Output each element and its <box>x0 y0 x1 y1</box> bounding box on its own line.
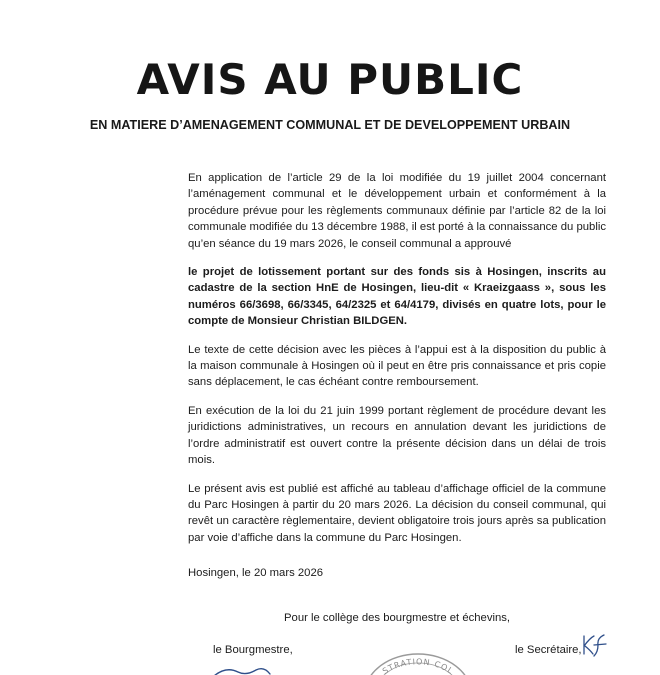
signature-lead: Pour le collège des bourgmestre et échevins, <box>284 612 511 624</box>
notice-subtitle: EN MATIERE D’AMENAGEMENT COMMUNAL ET DE DEVELOPPEMENT URBAIN <box>89 118 571 132</box>
paragraph-project: le projet de lotissement portant sur des fonds sis à Hosingen, inscrits au cadastre de la section HnE de Hosingen, lieu-dit « Kraeizgaass », sous les numéros 66/3698, 66/3345, 64/2325 et 64/4179, divisés en quatre lots, pour le compte de Monsieur Christian BILDGEN. <box>188 266 606 328</box>
paragraph-availability: Le texte de cette décision avec les pièces à l’appui est à la disposition du public à la maison communale à Hosingen où il peut en être pris connaissance et pris copie sans déplacement, le cas échéant contre remboursement. <box>188 343 606 389</box>
signature-secretary-title: le Secrétaire, <box>515 644 582 656</box>
handwritten-initials <box>580 632 610 658</box>
mayor-signature <box>212 662 312 675</box>
signature-mayor-title: le Bourgmestre, <box>213 644 293 656</box>
paragraph-legal-basis: En application de l’article 29 de la loi modifiée du 19 juillet 2004 concernant l’aménagement communal et le développement urbain et conformément à la procédure prévue pour les règlements communaux définie par l’article 82 de la loi communale modifiée du 13 décembre 1988, il est porté à la connaissance du public qu’en séance du 19 mars 2026, le conseil communal a approuvé <box>188 172 606 250</box>
official-stamp <box>358 650 478 675</box>
place-date: Hosingen, le 20 mars 2026 <box>188 567 324 580</box>
paragraph-appeal: En exécution de la loi du 21 juin 1999 portant règlement de procédure devant les juridictions administratives, un recours en annulation devant les juridictions de l’ordre administratif est ouvert contre la présente décision dans un délai de trois mois. <box>188 404 606 467</box>
paragraph-publication: Le présent avis est publié est affiché au tableau d’affichage officiel de la commune du Parc Hosingen à partir du 20 mars 2026. La décision du conseil communal, qui revêt un caractère règlementaire, devient obligatoire trois jours après sa publication par voie d’affiche dans la commune du Parc Hosingen. <box>188 482 606 544</box>
notice-title: AVIS AU PUBLIC <box>136 55 524 104</box>
notice-body <box>188 170 606 594</box>
svg-text:STRATION COL: STRATION COL <box>380 657 456 675</box>
